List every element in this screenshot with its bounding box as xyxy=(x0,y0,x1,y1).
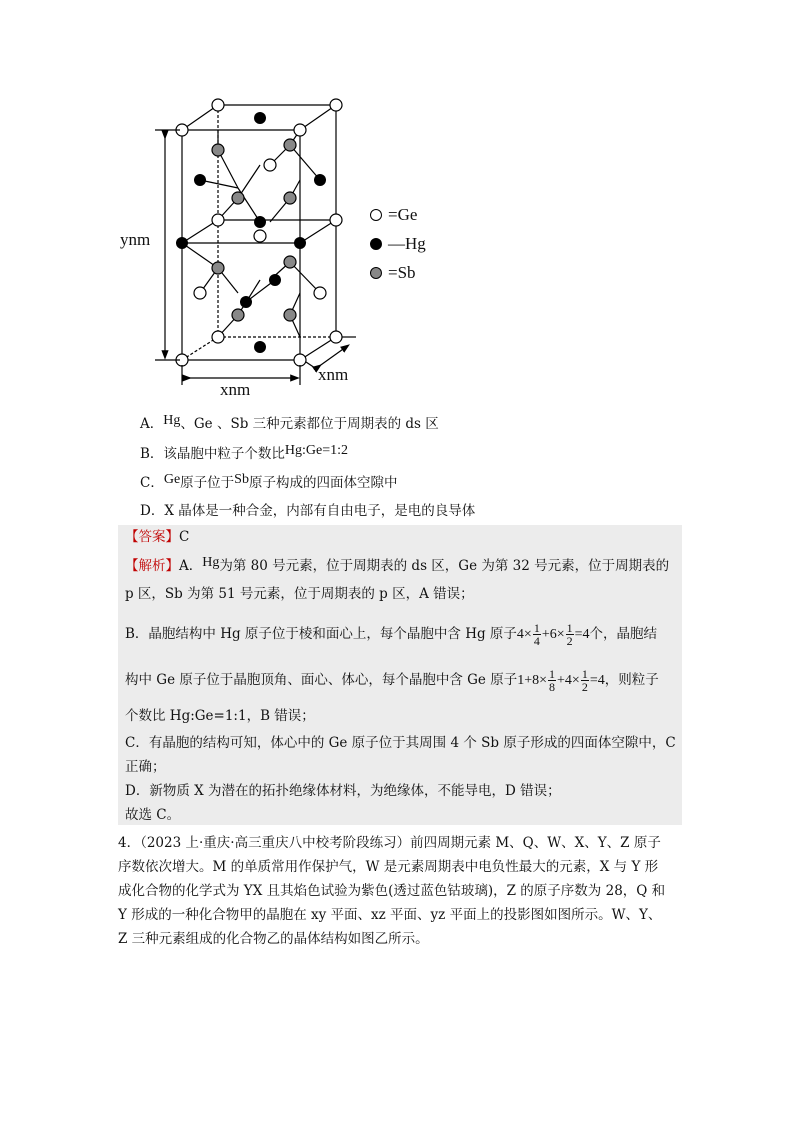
x-dimension-label-depth: xnm xyxy=(318,365,349,384)
analysis-line-8: D．新物质 X 为潜在的拓扑绝缘体材料，为绝缘体，不能导电，D 错误； xyxy=(125,783,561,799)
analysis-line-9: 故选 C。 xyxy=(125,807,181,823)
option-d: D．X 晶体是一种合金，内部有自由电子，是电的良导体 xyxy=(140,503,476,519)
question4-line-5: Z 三种元素组成的化合物乙的晶体结构如图乙所示。 xyxy=(118,931,429,947)
sb-atom-icon xyxy=(370,267,382,279)
legend-item-hg: —Hg xyxy=(370,229,426,258)
answer-value: C xyxy=(179,529,190,545)
question4-line-2: 序数依次增大。M 的单质常用作保护气，W 是元素周期表中电负性最大的元素，X 与 Y 形 xyxy=(118,859,659,875)
y-dimension-label: ynm xyxy=(120,230,151,249)
analysis-line-5: 个数比 Hg:Ge=1:1，B 错误； xyxy=(125,708,315,724)
option-c: C．Ge原子位于Sb原子构成的四面体空隙中 xyxy=(140,472,398,491)
legend-item-sb: =Sb xyxy=(370,258,426,287)
analysis-line-3: B．晶胞结构中 Hg 原子位于棱和面心上，每个晶胞中含 Hg 原子4× $\frac{1}{4}$ +6× $\frac{1}{2}$ =4个，晶胞结 xyxy=(125,621,658,648)
answer-tag: 【答案】 xyxy=(125,529,179,545)
legend-item-ge: =Ge xyxy=(370,200,426,229)
question4-line-3: 成化合物的化学式为 YX 且其焰色试验为紫色(透过蓝色钴玻璃)，Z 的原子序数为 28，Q 和 xyxy=(118,883,666,899)
analysis-line-4: 构中 Ge 原子位于晶胞顶角、面心、体心，每个晶胞中含 Ge 原子1+8× $\frac{1}{8}$ +4× $\frac{1}{2}$ =4，则粒子 xyxy=(125,667,659,694)
question4-line-1: 4．（2023 上·重庆·高三重庆八中校考阶段练习）前四周期元素 M、Q、W、X、Y、Z 原子 xyxy=(118,835,661,851)
analysis-line-2: p 区，Sb 为第 51 号元素，位于周期表的 p 区，A 错误； xyxy=(125,586,474,602)
analysis-line-7: 正确； xyxy=(125,759,166,775)
analysis-tag: 【解析】 xyxy=(125,558,179,574)
hg-atom-icon xyxy=(370,238,382,250)
analysis-line-1: 【解析】A．Hg为第 80 号元素，位于周期表的 ds 区，Ge 为第 32 号元素，位于周期表的 xyxy=(125,555,670,574)
answer-line xyxy=(125,527,189,547)
x-dimension-label-bottom: xnm xyxy=(220,380,251,399)
ge-atom-icon xyxy=(370,209,382,221)
option-a: A．Hg、Ge 、Sb 三种元素都位于周期表的 ds 区 xyxy=(140,413,439,432)
legend xyxy=(370,200,426,287)
option-b: B．该晶胞中粒子个数比Hg:Ge=1:2 xyxy=(140,443,349,462)
analysis-line-6: C．有晶胞的结构可知，体心中的 Ge 原子位于其周围 4 个 Sb 原子形成的四面体空隙中，C xyxy=(125,735,676,751)
question4-line-4: Y 形成的一种化合物甲的晶胞在 xy 平面、xz 平面、yz 平面上的投影图如图所示。W、Y、 xyxy=(118,907,662,923)
